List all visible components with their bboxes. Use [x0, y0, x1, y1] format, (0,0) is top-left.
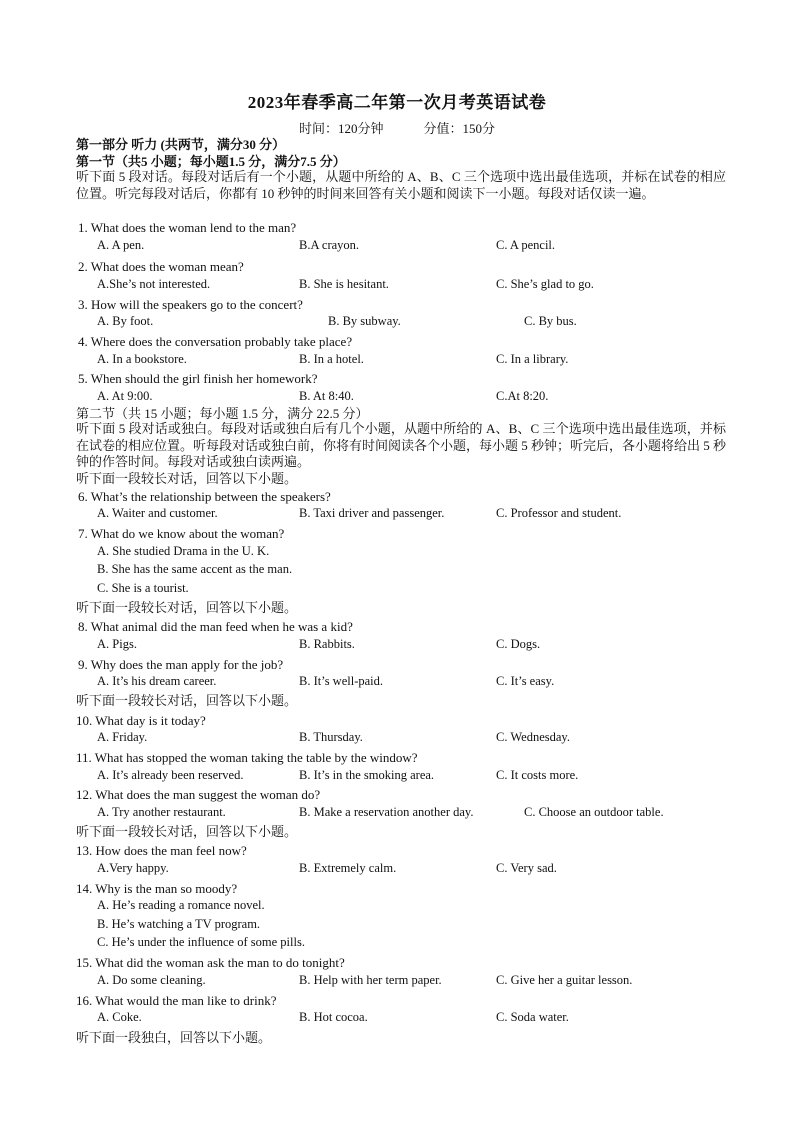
option-a: A. Do some cleaning.: [97, 973, 206, 987]
option-b: B. It’s well-paid.: [299, 674, 384, 688]
option-c: C. In a library.: [496, 352, 569, 366]
question-stem: 4. Where does the conversation probably take place?: [78, 334, 353, 349]
exam-time: 时间：120分钟: [298, 121, 384, 136]
question-stem: 12. What does the man suggest the woman do?: [76, 787, 321, 802]
option-b: B. At 8:40.: [299, 389, 354, 403]
option-a: A. At 9:00.: [97, 389, 153, 403]
exam-score: 分值：150分: [423, 121, 496, 136]
option-b: B.A crayon.: [299, 238, 360, 252]
exam-meta: [0, 118, 794, 137]
option-a: A. By foot.: [97, 314, 154, 328]
option-b: B. Help with her term paper.: [299, 973, 442, 987]
option-a: A. Waiter and customer.: [97, 506, 218, 520]
option-c: C. Wednesday.: [496, 730, 570, 744]
option-b: B. He’s watching a TV program.: [97, 917, 261, 931]
option-c: C. He’s under the influence of some pills.: [97, 935, 305, 949]
listening-cue: 听下面一段较长对话，回答以下小题。: [76, 824, 298, 839]
option-a: A. A pen.: [97, 238, 145, 252]
section2-instructions: 听下面 5 段对话或独白。每段对话或独白后有几个小题，从题中所给的 A、B、C 三个选项中选出最佳选项，并标在试卷的相应位置。听每段对话或独白前，你将有时间阅读各个小题，每小题 5 秒钟；听完后，各小题将给出 5 秒钟的作答时间。每段对话或独白读两遍。: [76, 421, 727, 469]
question-stem: 1. What does the woman lend to the man?: [78, 220, 297, 235]
option-a: A.She’s not interested.: [97, 277, 211, 291]
section2-heading: 第二节（共 15 小题；每小题 1.5 分，满分 22.5 分）: [76, 406, 369, 421]
question-stem: 14. Why is the man so moody?: [76, 881, 238, 896]
option-c: C. Give her a guitar lesson.: [496, 973, 633, 987]
exam-title: 2023年春季高二年第一次月考英语试卷: [247, 93, 547, 112]
question-stem: 3. How will the speakers go to the concert?: [78, 297, 303, 312]
option-c: C. She is a tourist.: [97, 581, 189, 595]
option-a: A. Coke.: [97, 1010, 142, 1024]
option-b: B. In a hotel.: [299, 352, 364, 366]
option-c: C. Very sad.: [496, 861, 557, 875]
section1-instructions: 听下面 5 段对话。每段对话后有一个小题，从题中所给的 A、B、C 三个选项中选出最佳选项，并标在试卷的相应位置。听完每段对话后，你都有 10 秒钟的时间来回答有关小题和阅读下一小题。每段对话仅读一遍。: [76, 169, 726, 201]
option-b: B. She has the same accent as the man.: [97, 562, 293, 576]
question-stem: 2. What does the woman mean?: [78, 259, 244, 274]
section1-heading: 第一节（共5 小题；每小题1.5 分，满分7.5 分）: [76, 154, 346, 169]
question-stem: 9. Why does the man apply for the job?: [78, 657, 284, 672]
option-a: A.Very happy.: [97, 861, 169, 875]
question-stem: 5. When should the girl finish her homework?: [78, 371, 318, 386]
option-c: C.At 8:20.: [496, 389, 549, 403]
option-b: B. It’s in the smoking area.: [299, 768, 435, 782]
option-a: A. She studied Drama in the U. K.: [97, 544, 270, 558]
option-a: A. Pigs.: [97, 637, 137, 651]
option-a: A. In a bookstore.: [97, 352, 187, 366]
option-b: B. Taxi driver and passenger.: [299, 506, 445, 520]
option-b: B. By subway.: [328, 314, 401, 328]
option-c: C. Choose an outdoor table.: [524, 805, 664, 819]
question-stem: 11. What has stopped the woman taking the table by the window?: [76, 750, 418, 765]
option-b: B. Rabbits.: [299, 637, 355, 651]
question-stem: 13. How does the man feel now?: [76, 843, 247, 858]
question-stem: 16. What would the man like to drink?: [76, 993, 277, 1008]
question-stem: 10. What day is it today?: [76, 713, 206, 728]
option-b: B. She is hesitant.: [299, 277, 389, 291]
option-c: C. Soda water.: [496, 1010, 569, 1024]
option-a: A. It’s his dream career.: [97, 674, 217, 688]
option-c: C. Professor and student.: [496, 506, 622, 520]
option-c: C. A pencil.: [496, 238, 556, 252]
option-b: B. Hot cocoa.: [299, 1010, 368, 1024]
question-stem: 8. What animal did the man feed when he was a kid?: [78, 619, 353, 634]
question-stem: 7. What do we know about the woman?: [78, 526, 285, 541]
option-c: C. She’s glad to go.: [496, 277, 594, 291]
question-stem: 6. What’s the relationship between the speakers?: [78, 489, 331, 504]
option-b: B. Make a reservation another day.: [299, 805, 474, 819]
listening-cue: 听下面一段较长对话，回答以下小题。: [76, 693, 298, 708]
option-c: C. By bus.: [524, 314, 577, 328]
option-c: C. It costs more.: [496, 768, 579, 782]
option-a: A. Friday.: [97, 730, 148, 744]
option-a: A. He’s reading a romance novel.: [97, 898, 265, 912]
option-b: B. Extremely calm.: [299, 861, 397, 875]
option-b: B. Thursday.: [299, 730, 363, 744]
listening-cue: 听下面一段独白，回答以下小题。: [76, 1030, 272, 1045]
question-stem: 15. What did the woman ask the man to do tonight?: [76, 955, 345, 970]
listening-cue: 听下面一段较长对话，回答以下小题。: [76, 600, 298, 615]
option-a: A. Try another restaurant.: [97, 805, 226, 819]
part1-heading: 第一部分 听力 (共两节，满分30 分）: [76, 137, 286, 152]
option-c: C. Dogs.: [496, 637, 541, 651]
option-a: A. It’s already been reserved.: [97, 768, 244, 782]
option-c: C. It’s easy.: [496, 674, 555, 688]
listening-cue: 听下面一段较长对话，回答以下小题。: [76, 471, 298, 486]
